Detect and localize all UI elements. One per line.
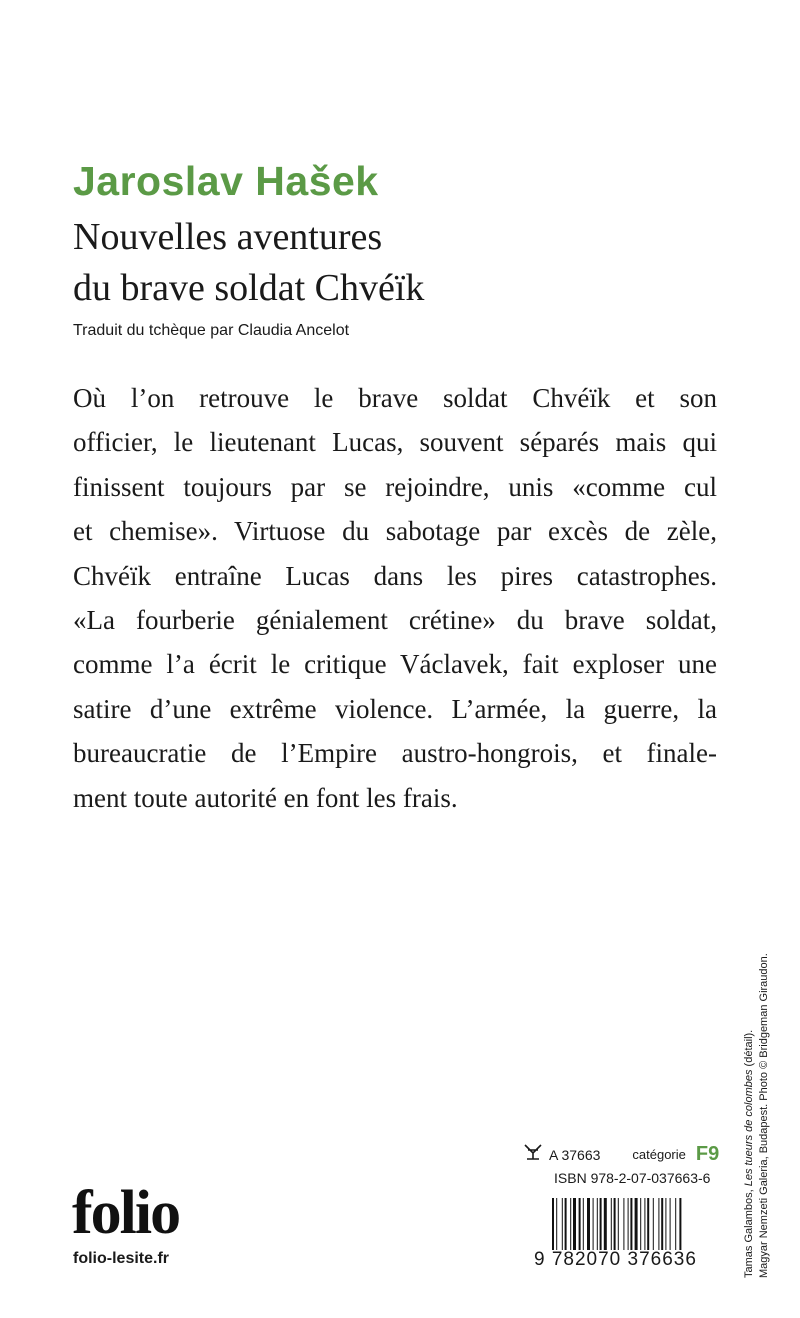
author-name: Jaroslav Hašek: [73, 158, 379, 204]
barcode-bar: [593, 1198, 594, 1250]
blurb-line: Où l’on retrouve le brave soldat Chvéïk et son: [73, 383, 717, 413]
barcode-bar: [623, 1198, 624, 1250]
barcode-bar: [570, 1198, 571, 1250]
barcode-bar: [665, 1198, 666, 1250]
barcode-bar: [583, 1198, 584, 1250]
barcode-bar: [562, 1198, 563, 1250]
barcode-bar: [552, 1198, 554, 1250]
credit-line-2: Magyar Nemzeti Galeria, Budapest. Photo © Bridgeman Giraudon.: [758, 953, 770, 1278]
publisher-logo: folio: [72, 1179, 180, 1247]
barcode-bar: [658, 1198, 659, 1250]
publisher-website: folio-lesite.fr: [73, 1250, 170, 1267]
title-line-2: du brave soldat Chvéïk: [73, 267, 425, 309]
translator-credit: Traduit du tchèque par Claudia Ancelot: [73, 322, 350, 339]
barcode-bar: [587, 1198, 590, 1250]
barcode-bar: [661, 1198, 663, 1250]
barcode-bar: [600, 1198, 602, 1250]
barcode-bar: [640, 1198, 641, 1250]
isbn: ISBN 978-2-07-037663-6: [554, 1170, 711, 1186]
barcode-bar: [635, 1198, 638, 1250]
barcode-bar: [611, 1198, 612, 1250]
barcode-bar: [597, 1198, 598, 1250]
barcode-bar: [604, 1198, 607, 1250]
barcode-bar: [653, 1198, 654, 1250]
blurb-line: officier, le lieutenant Lucas, souvent séparés mais qui: [73, 427, 717, 458]
blurb-line: «La fourberie génialement crétine» du brave soldat,: [73, 605, 717, 636]
barcode-bar: [630, 1198, 632, 1250]
category-code: F9: [695, 1143, 720, 1165]
barcode-icon: [552, 1198, 718, 1250]
cover-art-credit: [742, 898, 772, 1278]
barcode-bar: [565, 1198, 567, 1250]
blurb-line: ment toute autorité en font les frais.: [73, 782, 458, 813]
barcode-bar: [675, 1198, 676, 1250]
book-title: [73, 212, 424, 314]
barcode-bar: [644, 1198, 645, 1250]
blurb-line: satire d’une extrême violence. L’armée, la guerre, la: [73, 693, 717, 724]
barcode-bar: [679, 1198, 681, 1250]
blurb-line: Chvéïk entraîne Lucas dans les pires catastrophes.: [73, 560, 717, 591]
blurb-line: finissent toujours par se rejoindre, unis «comme cul: [73, 471, 717, 502]
barcode-bar: [579, 1198, 581, 1250]
catalog-line: [523, 1143, 719, 1166]
blurb-line: comme l’a écrit le critique Václavek, fait exploser une: [73, 649, 717, 680]
barcode-bar: [628, 1198, 629, 1250]
barcode-bar: [670, 1198, 671, 1250]
barcode-bar: [618, 1198, 619, 1250]
credit-line-1: Tamas Galambos, Les tueurs de colombes (détail).: [743, 1029, 755, 1278]
catalog-code: A 37663: [549, 1146, 601, 1163]
barcode-number: 9 782070 376636: [534, 1249, 697, 1270]
barcode-bar: [647, 1198, 649, 1250]
blurb-line: bureaucratie de l’Empire austro-hongrois, et finale-: [73, 738, 717, 769]
back-cover-blurb: [73, 376, 717, 820]
category-label: catégorie: [632, 1147, 686, 1162]
barcode-bar: [556, 1198, 557, 1250]
title-line-1: Nouvelles aventures: [73, 216, 383, 258]
barcode-bar: [614, 1198, 616, 1250]
blurb-line: et chemise». Virtuose du sabotage par excès de zèle,: [73, 516, 717, 547]
barcode-bar: [573, 1198, 576, 1250]
